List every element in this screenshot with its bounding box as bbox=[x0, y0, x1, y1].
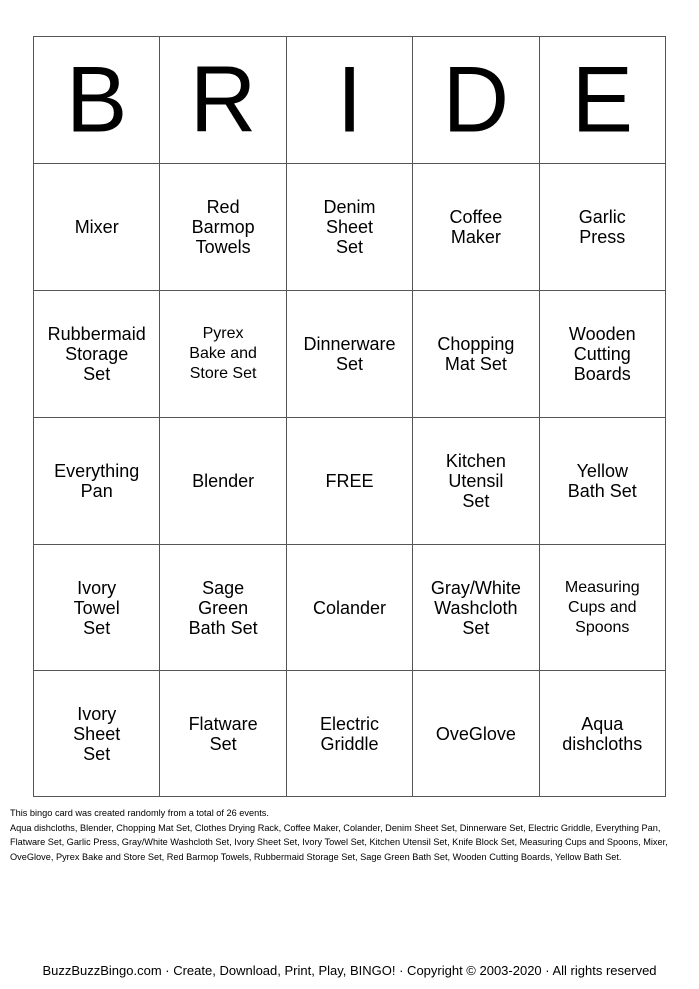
bingo-cell bbox=[34, 291, 160, 418]
bingo-cell-text: Denim Sheet Set bbox=[323, 197, 376, 257]
bingo-cell-text: Everything Pan bbox=[54, 461, 140, 501]
header-letter-text: D bbox=[442, 47, 510, 153]
bingo-cell-text: Ivory Sheet Set bbox=[73, 703, 121, 764]
header-letter-r bbox=[160, 37, 286, 164]
bingo-cell-text: Electric Griddle bbox=[319, 713, 379, 754]
bingo-cell bbox=[286, 671, 412, 797]
bingo-cell bbox=[160, 164, 286, 291]
bingo-cell-text: Kitchen Utensil Set bbox=[445, 451, 506, 511]
bingo-cell bbox=[34, 671, 160, 797]
header-letter-text: I bbox=[336, 47, 363, 153]
bingo-cell bbox=[34, 545, 160, 671]
bingo-cell-text: Sage Green Bath Set bbox=[188, 577, 258, 638]
bingo-card bbox=[33, 36, 666, 797]
header-letter-i bbox=[286, 37, 412, 164]
bingo-cell bbox=[160, 418, 286, 545]
bingo-cell bbox=[413, 164, 539, 291]
bingo-cell-text: Ivory Towel Set bbox=[73, 577, 120, 638]
bingo-cell bbox=[413, 291, 539, 418]
bingo-row bbox=[34, 291, 666, 418]
bingo-cell-text: Rubbermaid Storage Set bbox=[47, 324, 146, 384]
bingo-cell bbox=[160, 671, 286, 797]
bingo-cell bbox=[539, 164, 665, 291]
bingo-cell-text: Mixer bbox=[74, 217, 119, 237]
note-event-list: Aqua dishcloths, Blender, Chopping Mat Set, Clothes Drying Rack, Coffee Maker, Colander, Denim Sheet Set, Dinnerware Set, Electric Griddle, Everything Pan, Flatware Set, Garlic Press, Gray/White Washcloth Set, Ivory Sheet Set, Ivory Towel Set, Kitchen Utensil Set, Knife Block Set, Measuring Cups and Spoons, Mixer, OveGlove, Pyrex Bake and Store Set, Red Barmop Towels, Rubbermaid Storage Set, Sage Green Bath Set, Wooden Cutting Boards, Yellow Bath Set. bbox=[10, 822, 668, 862]
bingo-cell bbox=[413, 545, 539, 671]
bingo-cell-text: Coffee Maker bbox=[449, 207, 503, 247]
bingo-cell bbox=[286, 545, 412, 671]
header-letter-text: E bbox=[571, 47, 633, 153]
bingo-cell bbox=[413, 418, 539, 545]
bingo-cell-text: Gray/White Washcloth Set bbox=[430, 577, 521, 638]
bingo-cell-text: Garlic Press bbox=[578, 207, 626, 247]
bingo-cell-text: Aqua dishcloths bbox=[562, 713, 643, 754]
bingo-cell-text: Wooden Cutting Boards bbox=[568, 324, 636, 384]
bingo-cell bbox=[539, 418, 665, 545]
bingo-cell-text: Measuring Cups and Spoons bbox=[564, 578, 640, 636]
bingo-cell-text: Colander bbox=[312, 597, 386, 618]
header-row bbox=[34, 37, 666, 164]
site-footer: BuzzBuzzBingo.com · Create, Download, Print, Play, BINGO! · Copyright © 2003-2020 · All rights reserved bbox=[42, 963, 657, 978]
bingo-row bbox=[34, 418, 666, 545]
header-letter-e bbox=[539, 37, 665, 164]
bingo-cell bbox=[539, 545, 665, 671]
header-letter-d bbox=[413, 37, 539, 164]
bingo-row bbox=[34, 545, 666, 671]
bingo-cell-text: Blender bbox=[192, 471, 255, 491]
bingo-cell-text: Dinnerware Set bbox=[303, 334, 396, 374]
header-letter-text: B bbox=[66, 47, 128, 153]
bingo-cell-text: FREE bbox=[325, 471, 374, 491]
bingo-cell-text: Red Barmop Towels bbox=[191, 197, 255, 257]
bingo-cell bbox=[34, 418, 160, 545]
bingo-cell bbox=[413, 671, 539, 797]
bingo-cell-text: Chopping Mat Set bbox=[437, 334, 515, 374]
bingo-cell-text: Pyrex Bake and Store Set bbox=[189, 325, 257, 382]
bingo-row bbox=[34, 164, 666, 291]
bingo-cell bbox=[160, 545, 286, 671]
bingo-cell bbox=[286, 291, 412, 418]
free-space-cell bbox=[286, 418, 412, 545]
bingo-cell-text: Yellow Bath Set bbox=[567, 461, 637, 501]
bingo-cell bbox=[34, 164, 160, 291]
card-info-note bbox=[10, 806, 694, 864]
bingo-cell bbox=[539, 671, 665, 797]
bingo-cell-text: OveGlove bbox=[435, 723, 516, 744]
bingo-cell bbox=[160, 291, 286, 418]
note-intro: This bingo card was created randomly from a total of 26 events. bbox=[10, 808, 269, 818]
bingo-row bbox=[34, 671, 666, 797]
bingo-cell-text: Flatware Set bbox=[188, 713, 258, 754]
header-letter-text: R bbox=[189, 47, 257, 153]
header-letter-b bbox=[34, 37, 160, 164]
bingo-cell bbox=[286, 164, 412, 291]
bingo-cell bbox=[539, 291, 665, 418]
